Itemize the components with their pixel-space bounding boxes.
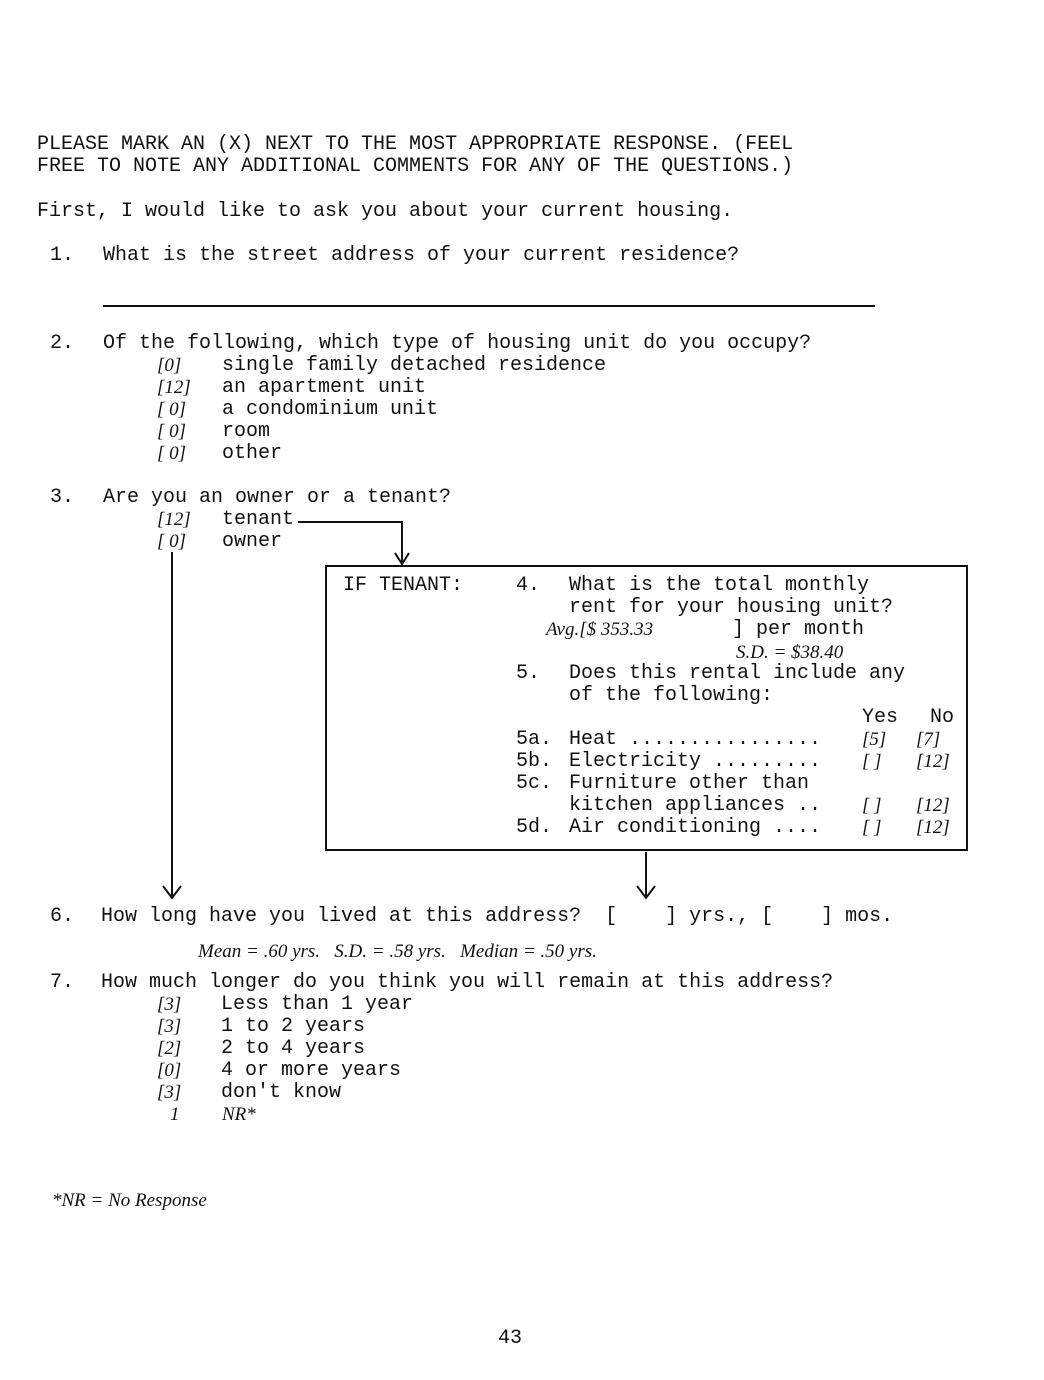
q2-option-count: [12] [157, 377, 191, 398]
q7-option-label: don't know [221, 1081, 342, 1104]
q3-option-label: owner [222, 530, 283, 553]
q5-item-no: [7] [916, 729, 941, 750]
q4-text-line-1: What is the total monthly [569, 574, 870, 597]
q5-item-no: [12] [916, 795, 950, 816]
q7-option-count: [3] [157, 1082, 182, 1103]
q6-text: How long have you lived at this address? [ ] yrs., [ ] mos. [101, 905, 894, 928]
q5-item-number: 5b. [516, 750, 553, 773]
q3-option-count: [ 0] [157, 531, 187, 552]
q4-per-month: ] per month [732, 618, 865, 641]
q5-item-label: Heat ................ [569, 728, 822, 751]
q2-option-count: [ 0] [157, 399, 187, 420]
q7-number: 7. [50, 971, 75, 994]
q7-option-label: 1 to 2 years [221, 1015, 366, 1038]
q3-option-count: [12] [157, 509, 191, 530]
q5-item-label: kitchen appliances .. [569, 794, 822, 817]
q1-number: 1. [50, 244, 75, 267]
q5-text-line-1: Does this rental include any [569, 662, 906, 685]
footnote: *NR = No Response [52, 1190, 207, 1211]
q7-option-count: [0] [157, 1060, 182, 1081]
q5-item-number: 5a. [516, 728, 553, 751]
q2-number: 2. [50, 332, 75, 355]
q6-statistics: Mean = .60 yrs. S.D. = .58 yrs. Median = .50 yrs. [198, 941, 597, 962]
q7-option-label: 2 to 4 years [221, 1037, 366, 1060]
q5-no-header: No [930, 706, 955, 729]
q5-item-yes: [ ] [862, 817, 882, 838]
q5-text-line-2: of the following: [569, 684, 774, 707]
q2-option-label: other [222, 442, 283, 465]
q3-option-label: tenant [222, 508, 295, 531]
intro-text: First, I would like to ask you about your current housing. [37, 200, 734, 223]
instructions-line-2: FREE TO NOTE ANY ADDITIONAL COMMENTS FOR ANY OF THE QUESTIONS.) [37, 155, 794, 178]
q3-number: 3. [50, 486, 75, 509]
q2-option-label: a condominium unit [222, 398, 439, 421]
q7-option-label: 4 or more years [221, 1059, 402, 1082]
q5-item-label: Furniture other than [569, 772, 810, 795]
q5-item-no: [12] [916, 751, 950, 772]
q7-option-label: Less than 1 year [221, 993, 414, 1016]
q5-item-yes: [ ] [862, 751, 882, 772]
q5-item-number: 5d. [516, 816, 553, 839]
q2-option-count: [ 0] [157, 443, 187, 464]
q5-item-yes: [ ] [862, 795, 882, 816]
q5-yes-header: Yes [862, 706, 899, 729]
q4-standard-deviation: S.D. = $38.40 [736, 642, 844, 663]
q7-option-count: [3] [157, 1016, 182, 1037]
q5-item-no: [12] [916, 817, 950, 838]
q5-item-label: Electricity ......... [569, 750, 822, 773]
q5-item-yes: [5] [862, 729, 887, 750]
q4-number: 4. [516, 574, 541, 597]
q2-option-count: [0] [157, 355, 182, 376]
q5-item-label: Air conditioning .... [569, 816, 822, 839]
q2-option-label: an apartment unit [222, 376, 427, 399]
q7-option-count: [2] [157, 1038, 182, 1059]
tenant-arrow-line [298, 522, 402, 562]
q7-option-count: [3] [157, 994, 182, 1015]
tenant-box-heading: IF TENANT: [343, 574, 464, 597]
q4-text-line-2: rent for your housing unit? [569, 596, 894, 619]
q2-option-label: room [222, 420, 271, 443]
q2-option-label: single family detached residence [222, 354, 607, 377]
q7-option-count: 1 [170, 1104, 180, 1125]
q3-text: Are you an owner or a tenant? [103, 486, 452, 509]
q4-average-rent: Avg.[$ 353.33 [546, 619, 654, 640]
page-number: 43 [498, 1327, 523, 1350]
q2-option-count: [ 0] [157, 421, 187, 442]
q5-item-number: 5c. [516, 772, 553, 795]
q5-number: 5. [516, 662, 541, 685]
q7-text: How much longer do you think you will remain at this address? [101, 971, 834, 994]
q2-text: Of the following, which type of housing unit do you occupy? [103, 332, 812, 355]
q1-text: What is the street address of your current residence? [103, 244, 740, 267]
instructions-line-1: PLEASE MARK AN (X) NEXT TO THE MOST APPROPRIATE RESPONSE. (FEEL [37, 133, 794, 156]
q7-option-label: NR* [222, 1104, 256, 1125]
q6-number: 6. [50, 905, 75, 928]
